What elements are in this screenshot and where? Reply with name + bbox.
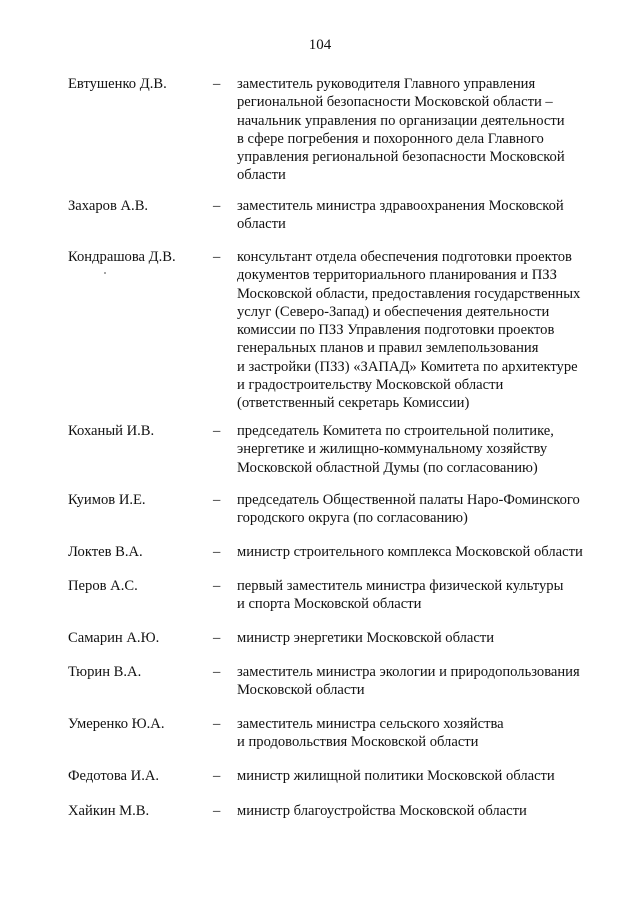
member-name: Федотова И.А. [68,768,160,784]
member-name: Локтев В.А. [68,544,143,560]
member-name: Куимов И.Е. [68,492,146,508]
member-name: Захаров А.В. [68,198,149,214]
dash-separator: – [213,664,221,680]
member-role: министр благоустройства Московской области [237,803,527,819]
member-role: заместитель министра сельского хозяйства и продовольствия Московской области [237,716,504,751]
dash-separator: – [213,630,221,646]
dash-separator: – [213,716,221,732]
member-role: министр строительного комплекса Московской области [237,544,583,560]
member-name: Хайкин М.В. [68,803,150,819]
dash-separator: – [213,423,221,439]
scan-speck [104,272,106,274]
dash-separator: – [213,249,221,265]
member-name: Тюрин В.А. [68,664,142,680]
member-role: председатель Комитета по строительной политике, энергетике и жилищно-коммунальному хозяйству Московской областной Думы (по согласованию) [237,423,554,476]
member-name: Перов А.С. [68,578,138,594]
dash-separator: – [213,492,221,508]
member-name: Самарин А.Ю. [68,630,160,646]
dash-separator: – [213,76,221,92]
dash-separator: – [213,198,221,214]
member-role: первый заместитель министра физической культуры и спорта Московской области [237,578,564,613]
member-role: заместитель руководителя Главного управления региональной безопасности Московской области – начальник управления по организации деятельности в сфере погребения и похоронного дела Главного управления региональной безопасности Московской области [237,76,565,184]
member-name: Кондрашова Д.В. [68,249,176,265]
member-name: Евтушенко Д.В. [68,76,167,92]
dash-separator: – [213,544,221,560]
dash-separator: – [213,768,221,784]
dash-separator: – [213,578,221,594]
member-name: Умеренко Ю.А. [68,716,165,732]
member-role: министр жилищной политики Московской области [237,768,555,784]
page-number: 104 [308,37,332,53]
member-role: консультант отдела обеспечения подготовки проектов документов территориального планирования и ПЗЗ Московской области, предоставления государственных услуг (Северо-Запад) и обеспечения деятельности комиссии по ПЗЗ Управления подготовки проектов генеральных планов и правил землепользования и застройки (ПЗЗ) «ЗАПАД» Комитета по архитектуре и градостроительству Московской области (ответственный секретарь Комиссии) [237,249,581,412]
member-name: Коханый И.В. [68,423,155,439]
member-role: заместитель министра экологии и природопользования Московской области [237,664,580,699]
member-role: министр энергетики Московской области [237,630,495,646]
member-role: председатель Общественной палаты Наро-Фоминского городского округа (по согласованию) [237,492,580,527]
dash-separator: – [213,803,221,819]
member-role: заместитель министра здравоохранения Московской области [237,198,564,233]
